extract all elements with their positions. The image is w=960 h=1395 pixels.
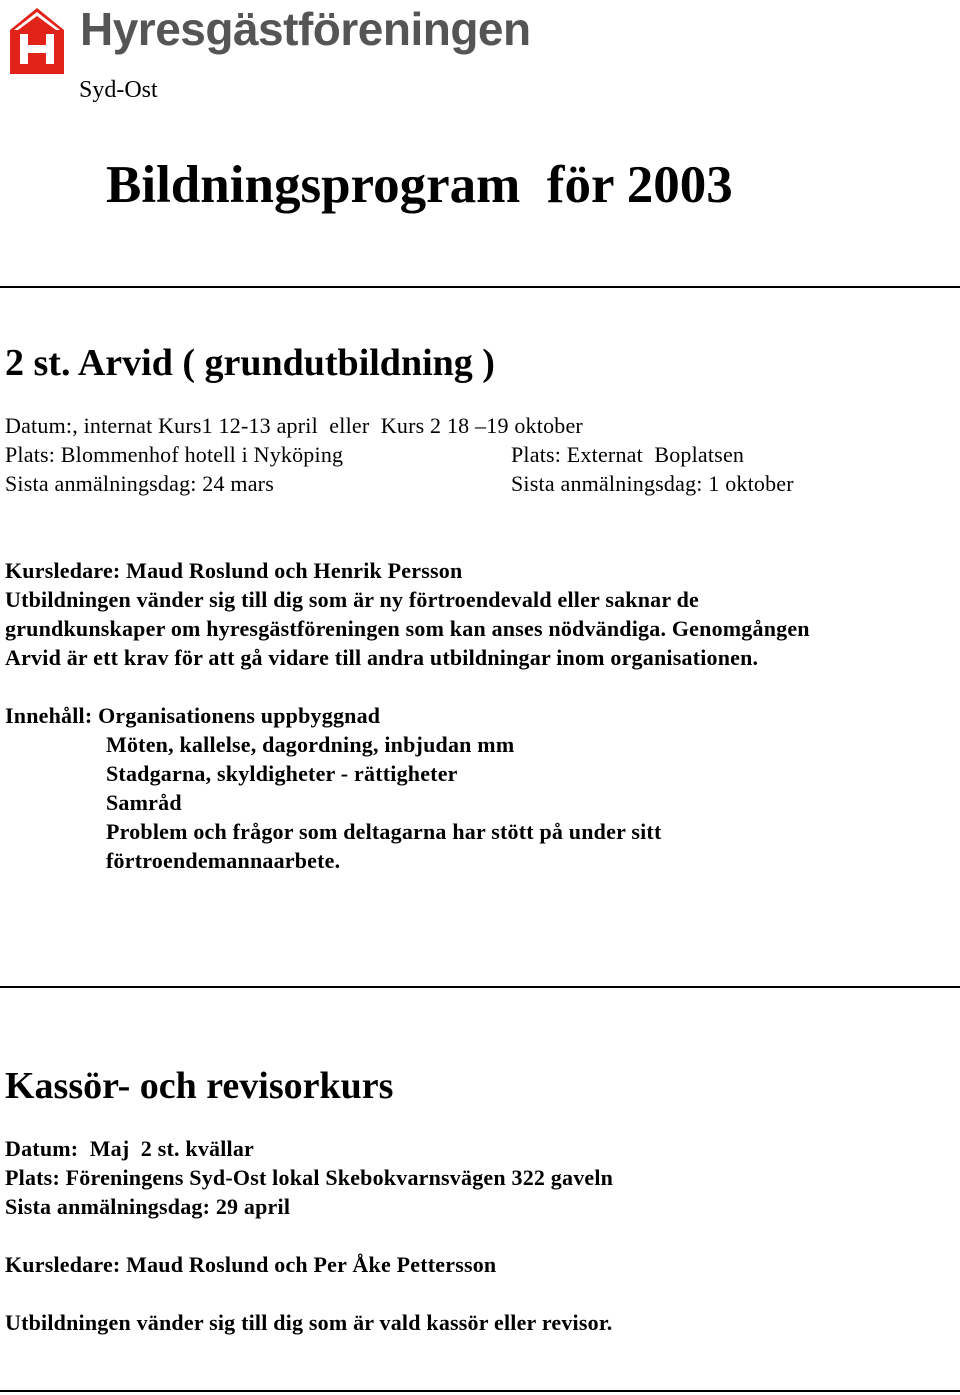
- course1-desc-line-2: grundkunskaper om hyresgästföreningen som kan anses nödvändiga. Genomgången: [5, 616, 810, 641]
- course1-plats-left: Plats: Blommenhof hotell i Nyköping: [5, 442, 344, 467]
- divider-top: [0, 286, 960, 288]
- course1-sista-left: Sista anmälningsdag: 24 mars: [5, 471, 274, 496]
- course1-kursledare: Kursledare: Maud Roslund och Henrik Persson: [5, 558, 463, 583]
- course2-heading: Kassör- och revisorkurs: [5, 1065, 394, 1107]
- course1-innehall-item: Stadgarna, skyldigheter - rättigheter: [106, 761, 458, 786]
- course1-innehall-item: Problem och frågor som deltagarna har stött på under sitt: [106, 819, 662, 844]
- divider-bottom: [0, 1390, 960, 1392]
- course1-innehall-item: Möten, kallelse, dagordning, inbjudan mm: [106, 732, 515, 757]
- divider-middle: [0, 986, 960, 988]
- course1-plats-right: Plats: Externat Boplatsen: [511, 442, 745, 467]
- course2-plats: Plats: Föreningens Syd-Ost lokal Skebokvarnsvägen 322 gaveln: [5, 1165, 614, 1190]
- course1-innehall-label: Innehåll: Organisationens uppbyggnad: [5, 703, 381, 728]
- course1-sista-right: Sista anmälningsdag: 1 oktober: [511, 471, 794, 496]
- course1-innehall-item: förtroendemannaarbete.: [106, 848, 341, 873]
- logo-wordmark: Hyresgästföreningen: [80, 3, 531, 55]
- page-title: Bildningsprogram för 2003: [106, 156, 733, 214]
- course1-datum: Datum:, internat Kurs1 12-13 april eller Kurs 2 18 –19 oktober: [5, 413, 583, 438]
- logo-house-icon: [6, 4, 68, 78]
- course1-heading: 2 st. Arvid ( grundutbildning ): [5, 342, 495, 384]
- course1-desc-line-3: Arvid är ett krav för att gå vidare till andra utbildningar inom organisationen.: [5, 645, 759, 670]
- course2-desc: Utbildningen vänder sig till dig som är vald kassör eller revisor.: [5, 1310, 613, 1335]
- course1-desc-line-1: Utbildningen vänder sig till dig som är ny förtroendevald eller saknar de: [5, 587, 700, 612]
- course2-kursledare: Kursledare: Maud Roslund och Per Åke Pettersson: [5, 1252, 497, 1277]
- organization-logo: [6, 3, 531, 82]
- course2-sista: Sista anmälningsdag: 29 april: [5, 1194, 291, 1219]
- region-name: Syd-Ost: [79, 77, 158, 103]
- course2-datum: Datum: Maj 2 st. kvällar: [5, 1136, 255, 1161]
- course1-innehall-item: Samråd: [106, 790, 182, 815]
